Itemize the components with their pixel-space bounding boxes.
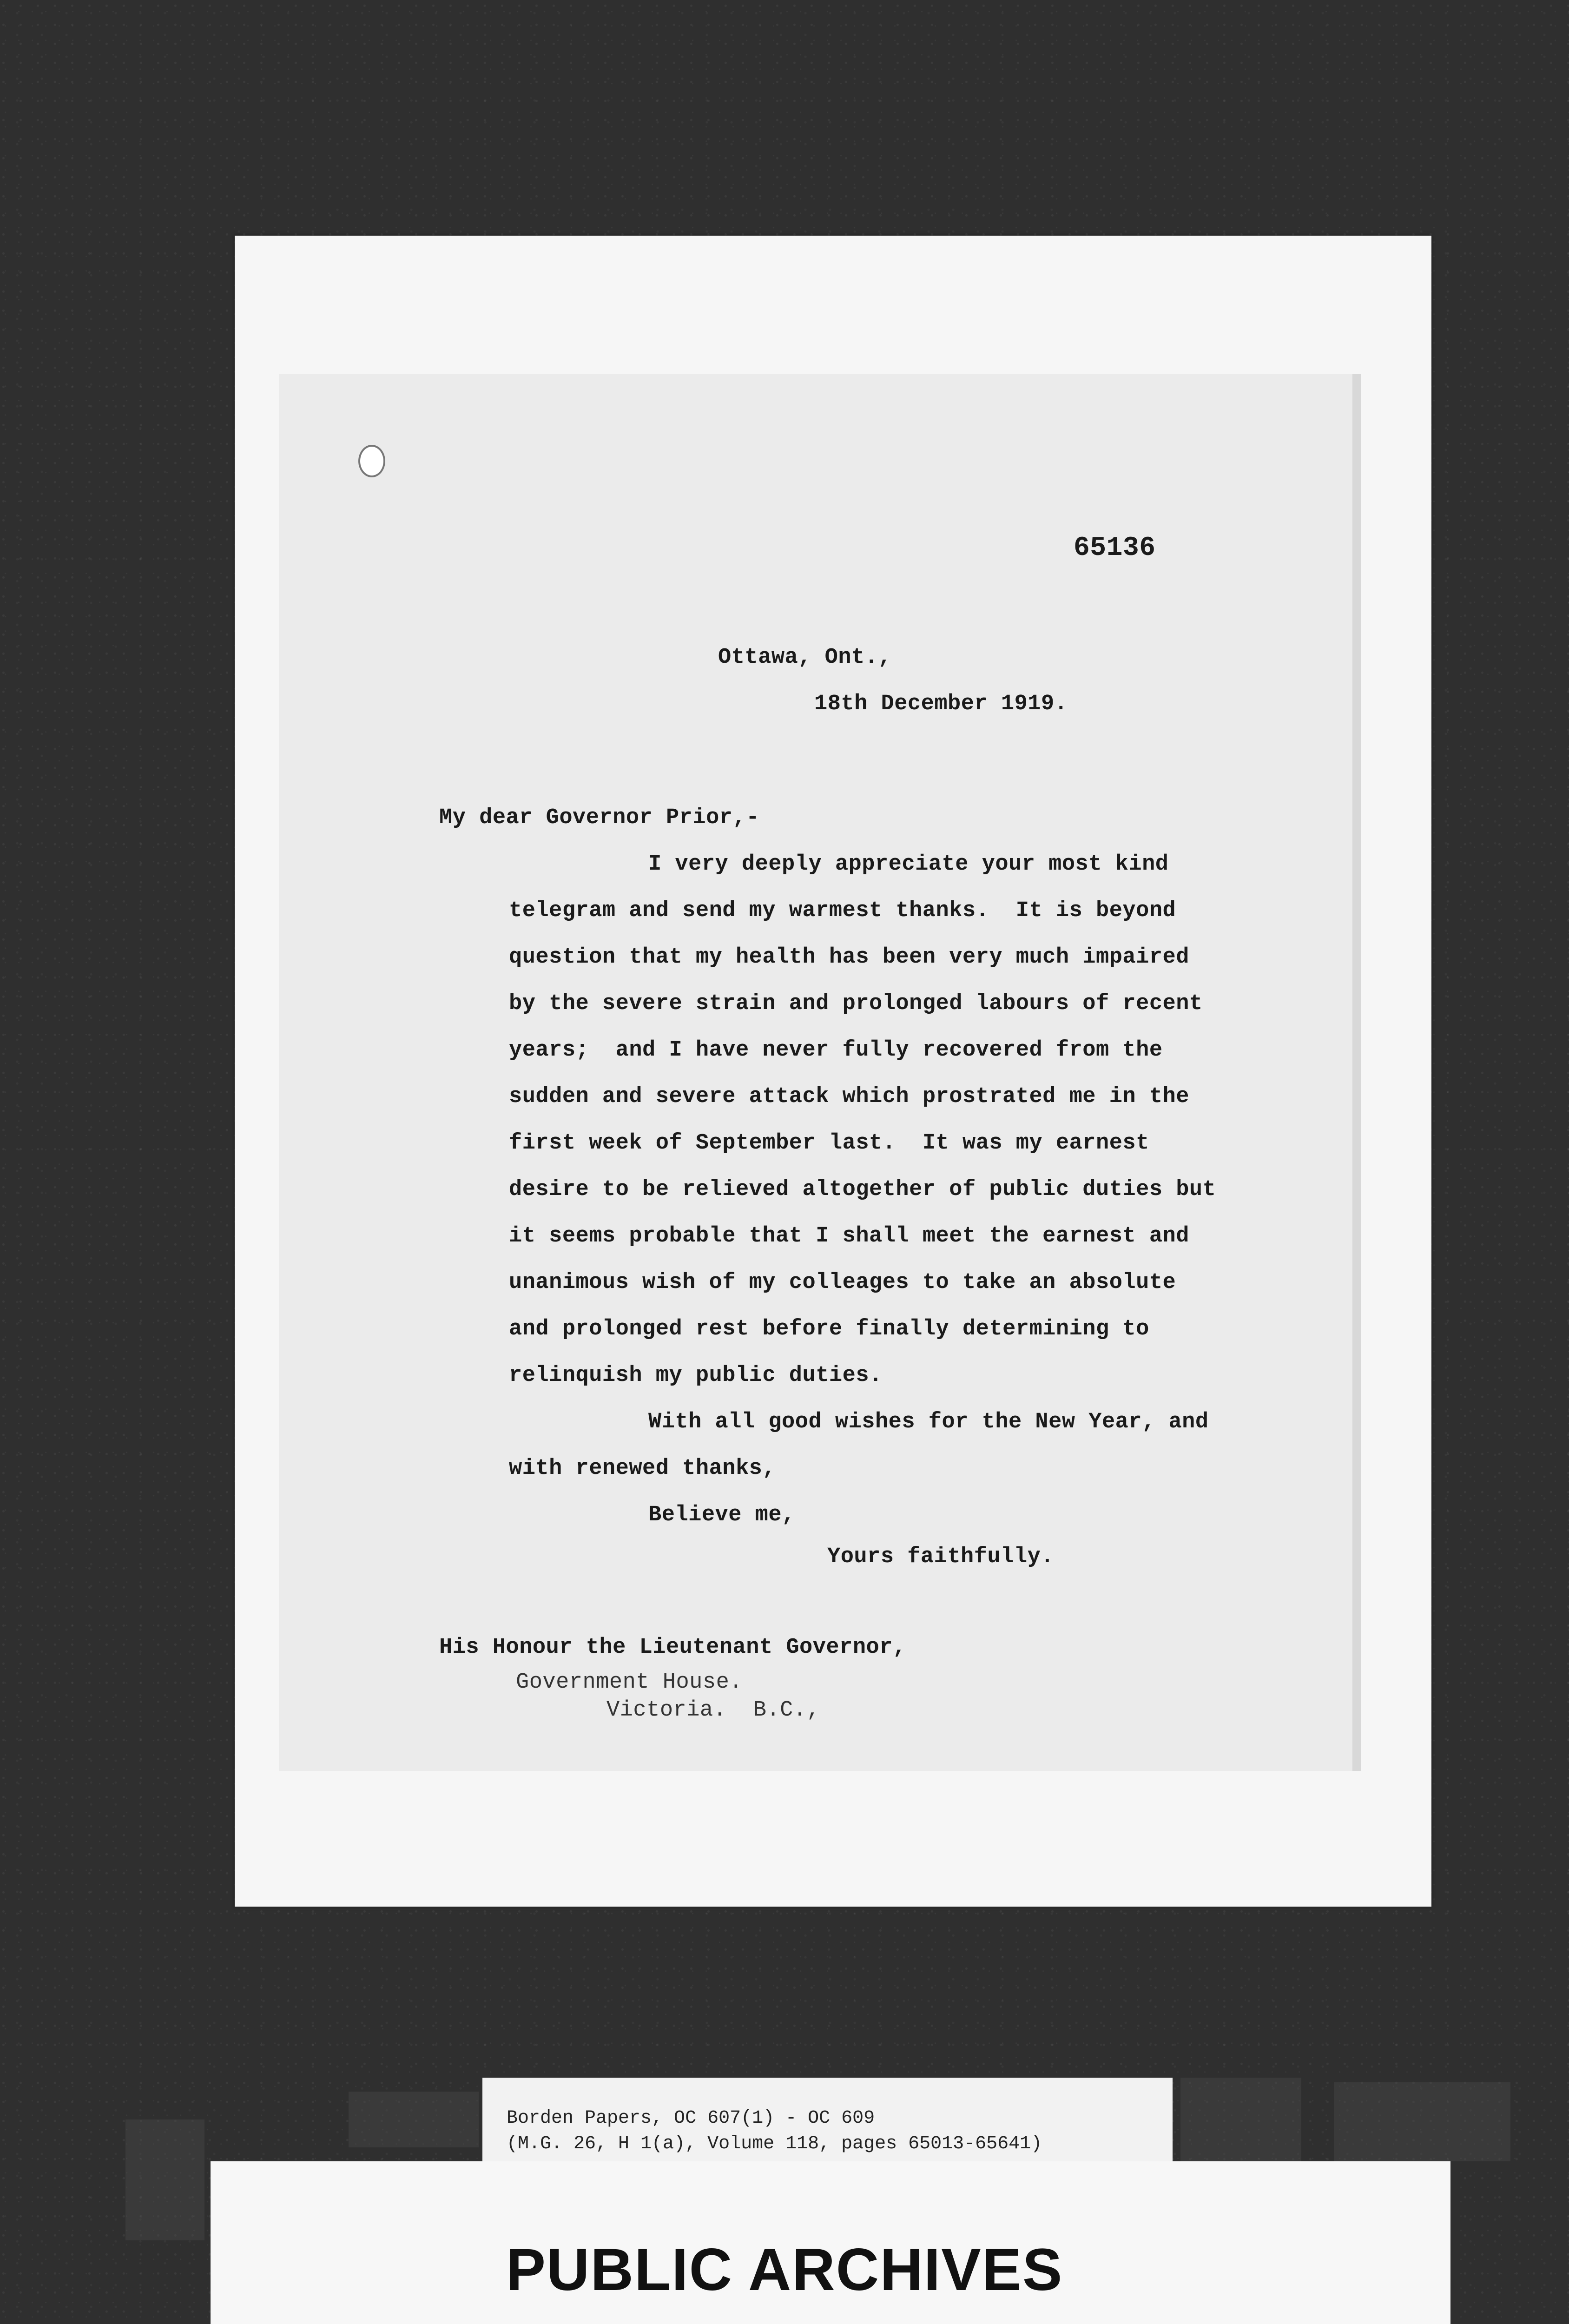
letter-place: Ottawa, Ont.,: [718, 645, 892, 670]
recipient-house: Government House.: [516, 1670, 743, 1695]
page-number: 65136: [1074, 533, 1156, 563]
body-line: it seems probable that I shall meet the earnest and: [509, 1224, 1189, 1248]
body-line: sudden and severe attack which prostrated me in the: [509, 1084, 1189, 1109]
closing-yours: Yours faithfully.: [827, 1545, 1054, 1569]
reference-line-1: Borden Papers, OC 607(1) - OC 609: [507, 2108, 875, 2129]
body-line: unanimous wish of my colleages to take an absolute: [509, 1270, 1176, 1295]
recipient-city: Victoria. B.C.,: [607, 1698, 820, 1723]
body-line: telegram and send my warmest thanks. It is beyond: [509, 898, 1176, 923]
salutation: My dear Governor Prior,-: [439, 805, 759, 830]
recipient-title: His Honour the Lieutenant Governor,: [439, 1635, 906, 1660]
body-line: by the severe strain and prolonged labours of recent: [509, 991, 1203, 1016]
body-line: relinquish my public duties.: [509, 1363, 883, 1388]
archives-line-english: PUBLIC ARCHIVES: [506, 2237, 1063, 2303]
tape-strip: [125, 2119, 204, 2240]
letter-date: 18th December 1919.: [814, 692, 1068, 716]
body-line: with renewed thanks,: [509, 1456, 776, 1481]
body-line: desire to be relieved altogether of public duties but: [509, 1177, 1216, 1202]
body-line: and prolonged rest before finally determining to: [509, 1317, 1149, 1341]
body-line: years; and I have never fully recovered from the: [509, 1038, 1163, 1063]
body-line: question that my health has been very much impaired: [509, 945, 1189, 970]
tape-strip: [1180, 2078, 1301, 2161]
tape-strip: [349, 2092, 479, 2147]
body-line: I very deeply appreciate your most kind: [648, 852, 1169, 877]
body-line: first week of September last. It was my earnest: [509, 1131, 1149, 1155]
reference-line-2: (M.G. 26, H 1(a), Volume 118, pages 65013-65641): [507, 2133, 1042, 2154]
tape-strip: [1334, 2082, 1510, 2161]
body-line: With all good wishes for the New Year, and: [648, 1410, 1209, 1434]
punch-hole: [358, 445, 385, 477]
closing-believe: Believe me,: [648, 1503, 795, 1527]
